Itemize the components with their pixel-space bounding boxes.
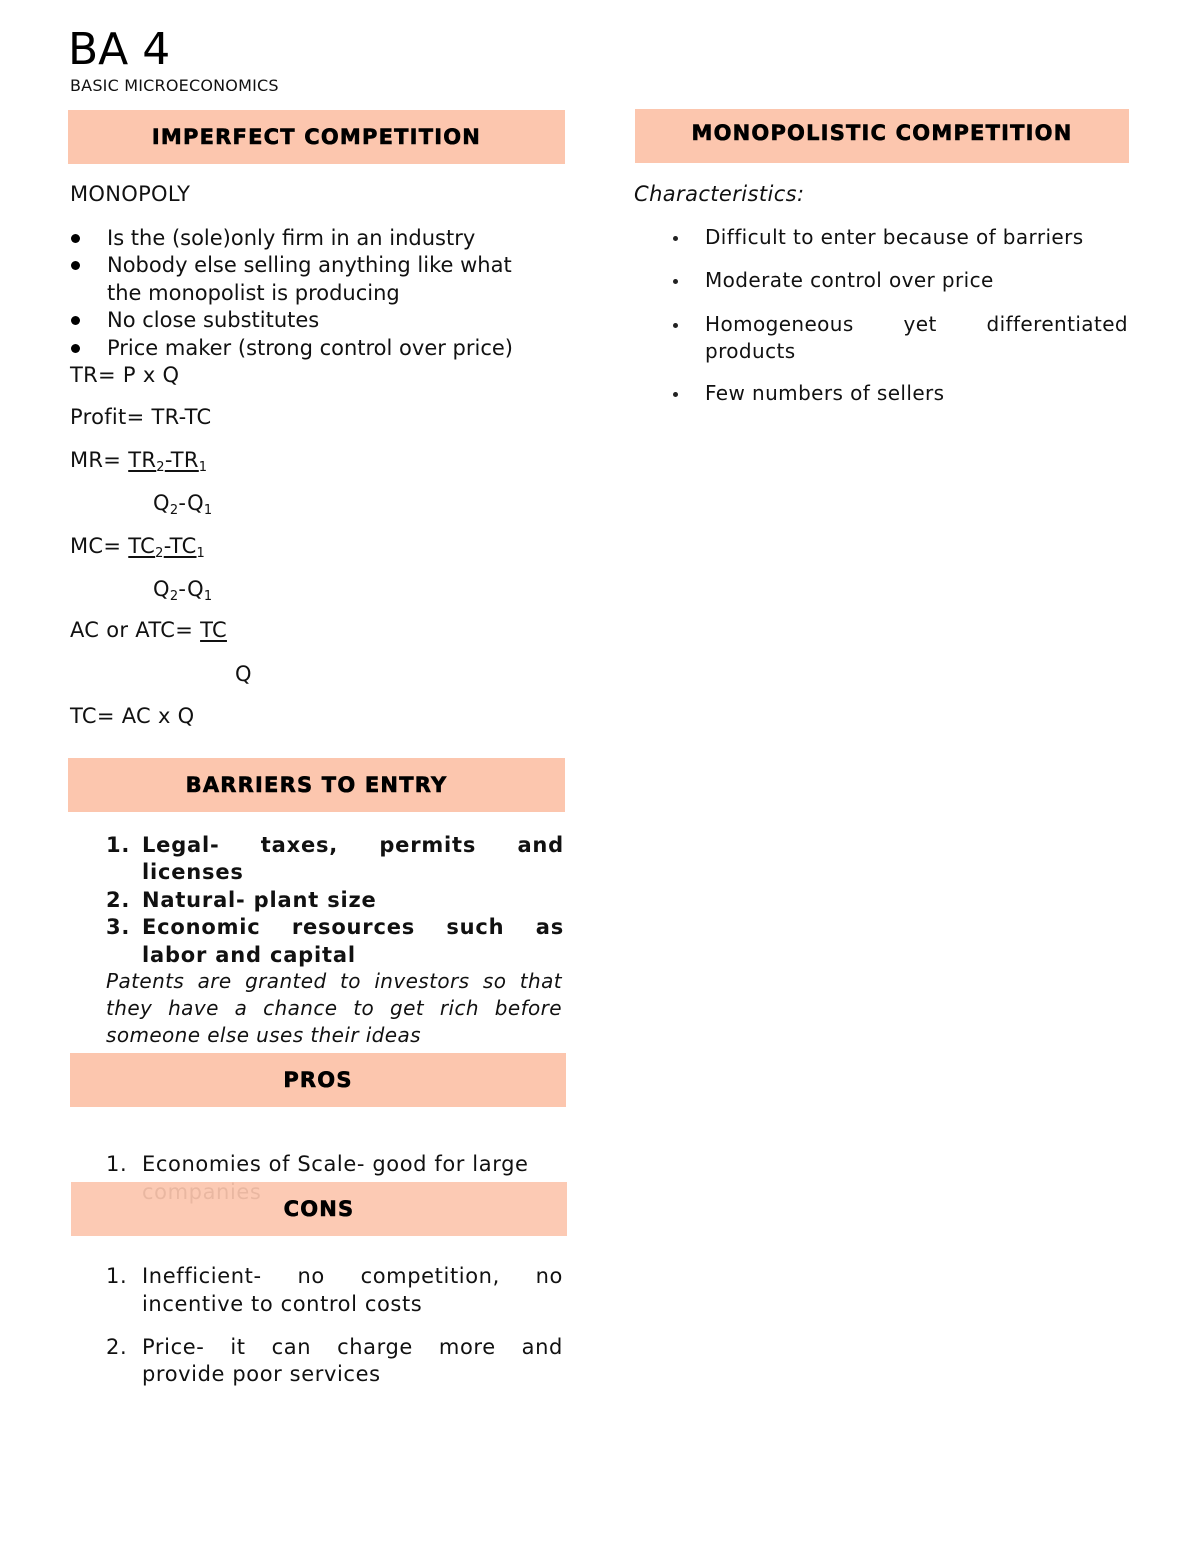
bullet-dot [673, 279, 678, 284]
barrier-2-number: 2. [106, 888, 131, 912]
mr-denominator: $Q_2-Q_1$ [153, 491, 213, 518]
bullet-dot [71, 234, 80, 243]
bullet-dot [71, 344, 80, 353]
monopoly-label: MONOPOLY [70, 182, 191, 206]
characteristic-3-cont: products [705, 339, 796, 363]
formula-ac [70, 616, 227, 644]
bullet-dot [673, 323, 678, 328]
ac-numerator: TC [200, 618, 227, 642]
con-1-line-1: Inefficient- no competition, no [142, 1264, 563, 1288]
monopoly-bullet-2: Nobody else selling anything like what [107, 253, 512, 277]
pro-1-line-1: Economies of Scale- good for large [142, 1152, 529, 1176]
con-2-line-2: provide poor services [142, 1362, 381, 1386]
barrier-1-line: Legal- taxes, permits and [142, 833, 564, 857]
monopolistic-competition-heading: MONOPOLISTIC COMPETITION [635, 109, 1129, 163]
barrier-3-line: Economic resources such as [142, 915, 564, 939]
barrier-1-cont: licenses [142, 860, 244, 884]
patent-note-line-2: they have a chance to get rich before [106, 996, 562, 1020]
mr-label: MR= [70, 448, 122, 472]
monopoly-bullet-4: Price maker (strong control over price) [107, 336, 514, 360]
imperfect-competition-heading: IMPERFECT COMPETITION [68, 110, 565, 164]
patent-note-line-3: someone else uses their ideas [106, 1023, 421, 1047]
ac-label: AC or ATC= [70, 618, 194, 642]
bullet-dot [71, 316, 80, 325]
bullet-dot [71, 261, 80, 270]
barrier-2-line: Natural- plant size [142, 888, 377, 912]
formula-tc: TC= AC x Q [70, 704, 195, 728]
formula-tr: TR= P x Q [70, 363, 180, 387]
pros-heading: PROS [70, 1053, 566, 1107]
pro-1-number: 1. [106, 1152, 128, 1176]
characteristic-4: Few numbers of sellers [705, 381, 945, 405]
bullet-dot [673, 392, 678, 397]
characteristic-2: Moderate control over price [705, 268, 994, 292]
characteristic-1: Difficult to enter because of barriers [705, 225, 1084, 249]
mc-denominator: $Q_2-Q_1$ [153, 577, 213, 604]
barrier-3-cont: labor and capital [142, 943, 356, 967]
barriers-heading: BARRIERS TO ENTRY [68, 758, 565, 812]
barrier-1-number: 1. [106, 833, 131, 857]
con-1-line-2: incentive to control costs [142, 1292, 423, 1316]
monopoly-bullet-1: Is the (sole)only firm in an industry [107, 226, 476, 250]
characteristics-label: Characteristics: [634, 182, 805, 206]
mc-numerator: $TC_2-TC_1$ [128, 534, 206, 561]
formula-mc [70, 532, 205, 560]
document-subtitle: BASIC MICROECONOMICS [70, 76, 279, 95]
document-title: BA 4 [68, 24, 171, 75]
con-2-line-1: Price- it can charge more and [142, 1335, 563, 1359]
monopoly-bullet-3: No close substitutes [107, 308, 320, 332]
patent-note-line-1: Patents are granted to investors so that [106, 969, 562, 993]
con-1-number: 1. [106, 1264, 128, 1288]
bullet-dot [673, 236, 678, 241]
characteristic-3: Homogeneous yet differentiated [705, 312, 1128, 336]
formula-profit: Profit= TR-TC [70, 405, 212, 429]
monopoly-bullet-2-cont: the monopolist is producing [107, 281, 400, 305]
mc-label: MC= [70, 534, 122, 558]
formula-mr [70, 446, 207, 474]
cons-heading: CONS [71, 1182, 567, 1236]
barrier-3-number: 3. [106, 915, 131, 939]
con-2-number: 2. [106, 1335, 128, 1359]
ac-denominator: Q [235, 662, 252, 686]
mr-numerator: $TR_2-TR_1$ [128, 448, 208, 475]
